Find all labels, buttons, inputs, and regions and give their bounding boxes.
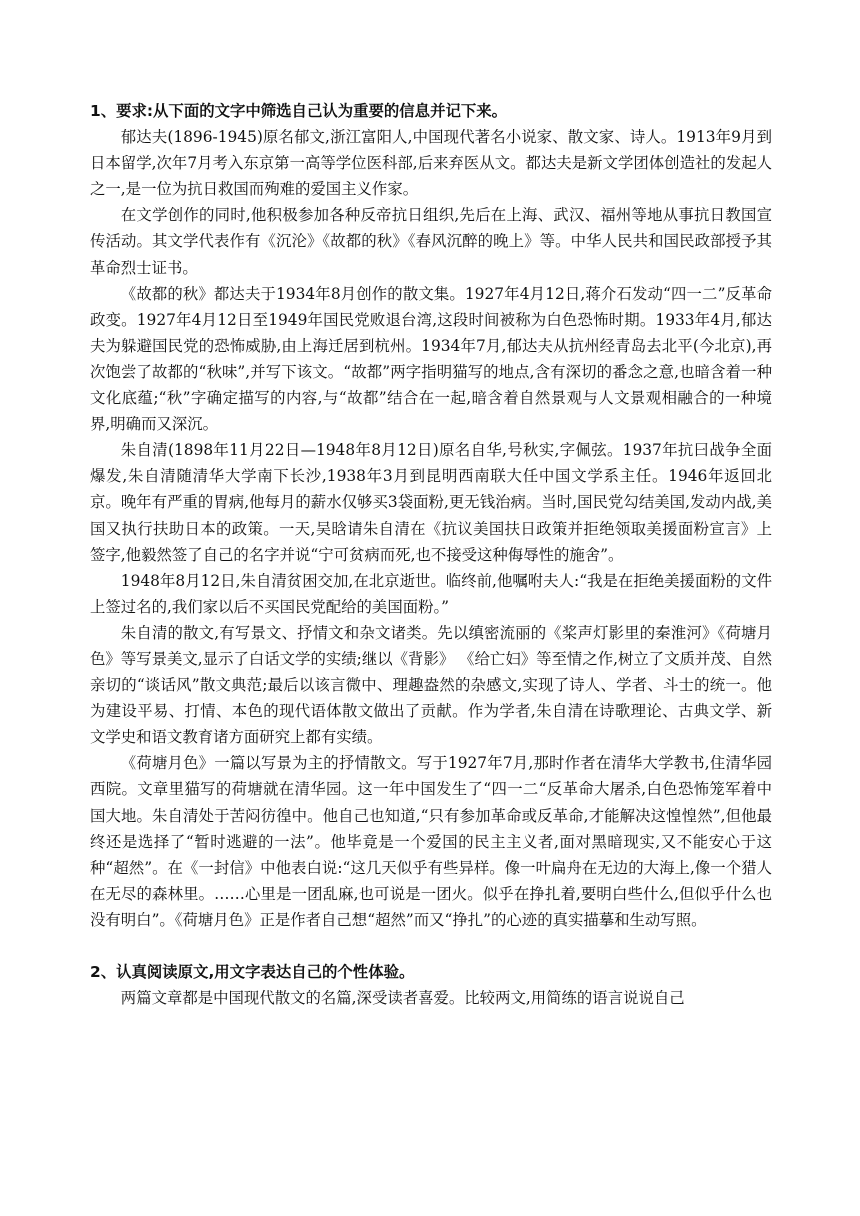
section-spacer [90,933,772,959]
section-2-heading: 2、认真阅读原文,用文字表达自己的个性体验。 [90,963,415,981]
paragraph-compare-prompt: 两篇文章都是中国现代散文的名篇,深受读者喜爱。比较两文,用简练的语言说说自己 [120,989,685,1008]
paragraph-zhu-ziqing-prose: 朱自清的散文,有写景文、抒情文和杂文诸类。先以缜密流丽的《桨声灯影里的秦淮河》《荷塘月色》等写景美文,显示了白话文学的实绩;继以《背影》 《给亡妇》等至情之作,树立了文质并茂、自然亲切的“谈话风”散文典范;最后以该言微中、理趣盎然的杂感文,实现了诗人、学者、斗士的统一。他为建设平易、打情、本色的现代语体散文做出了贡献。作为学者,朱自清在诗歌理论、古典文学、新文学史和语文教育诸方面研究上都有实绩。 [90,623,772,747]
document-page [90,98,772,1011]
paragraph-hetang-yuese: 《荷塘月色》一篇以写景为主的抒情散文。写于1927年7月,那时作者在清华大学教书,住清华园西院。文章里猫写的荷塘就在清华园。这一年中国发生了“四一二“反革命大屠杀,白色恐怖笼军着中国大地。朱自清处于苦闷彷徨中。他自己也知道,“只有参加革命或反革命,才能解决这惶惶然”,但他最终还是选择了“暂时逃避的一法”。他毕竟是一个爱国的民主主义者,面对黑暗现实,又不能安心于这种“超然”。在《一封信》中他表白说:“这几天似乎有些异样。像一叶扁舟在无边的大海上,像一个猎人在无尽的森林里。……心里是一团乱麻,也可说是一团火。似乎在挣扎着,要明白些什么,但似乎什么也没有明白”。《荷塘月色》正是作者自己想“超然”而又“挣扎”的心迹的真实描摹和生动写照。 [90,754,772,929]
paragraph-gudu-de-qiu: 《故都的秋》都达夫于1934年8月创作的散文集。1927年4月12日,蒋介石发动“四一二”反革命政变。1927年4月12日至1949年国民党败退台湾,这段时间被称为白色恐怖时期。1933年4月,郁达夫为躲避国民党的恐怖威胁,由上海迁居到杭州。1934年7月,郁达夫从抗州经青岛去北平(今北京),再次饱尝了故都的“秋味”,并写下该文。“故都”两字指明猫写的地点,含有深切的番念之意,也暗含着一种文化底蕴;“秋”字确定描写的内容,与“故都”结合在一起,暗含着自然景观与人文景观相融合的一种境界,明确而又深沉。 [90,284,772,434]
section-1-heading: 1、要求:从下面的文字中筛选自己认为重要的信息并记下来。 [90,102,508,120]
paragraph-yu-dafu-works: 在文学创作的同时,他积极参加各种反帝抗日组织,先后在上海、武汉、福州等地从事抗日教国宣传活动。其文学代表作有《沉沦》《故都的秋》《春风沉醉的晚上》等。中华人民共和国民政部授予其革命烈士证书。 [90,206,772,277]
paragraph-zhu-ziqing-bio: 朱自清(1898年11月22日—1948年8月12日)原名自华,号秋实,字佩弦。1937年抗曰战争全面爆发,朱自清随清华大学南下长沙,1938年3月到昆明西南联大任中国文学系主任。1946年返回北京。晚年有严重的胃病,他每月的薪水仅够买3袋面粉,更无钱治病。当时,国民党勾结美国,发动内战,美国又执行扶助日本的政策。一天,吴晗请朱自清在《抗议美国扶日政策并拒绝领取美援面粉宣言》上签字,他毅然签了自己的名字并说“宁可贫病而死,也不接受这种侮辱性的施舍”。 [90,441,772,564]
paragraph-yu-dafu-bio: 郁达夫(1896-1945)原名郁文,浙江富阳人,中国现代著名小说家、散文家、诗人。1913年9月到日本留学,次年7月考入东京第一高等学位医科部,后来弃医从文。都达夫是新文学团体创造社的发起人之一,是一位为抗日救国而殉难的爱国主义作家。 [90,128,772,199]
paragraph-zhu-ziqing-death: 1948年8月12日,朱自清贫困交加,在北京逝世。临终前,他嘱咐夫人:“我是在拒绝美援面粉的文件上签过名的,我们家以后不买国民党配给的美国面粉。” [90,571,772,616]
